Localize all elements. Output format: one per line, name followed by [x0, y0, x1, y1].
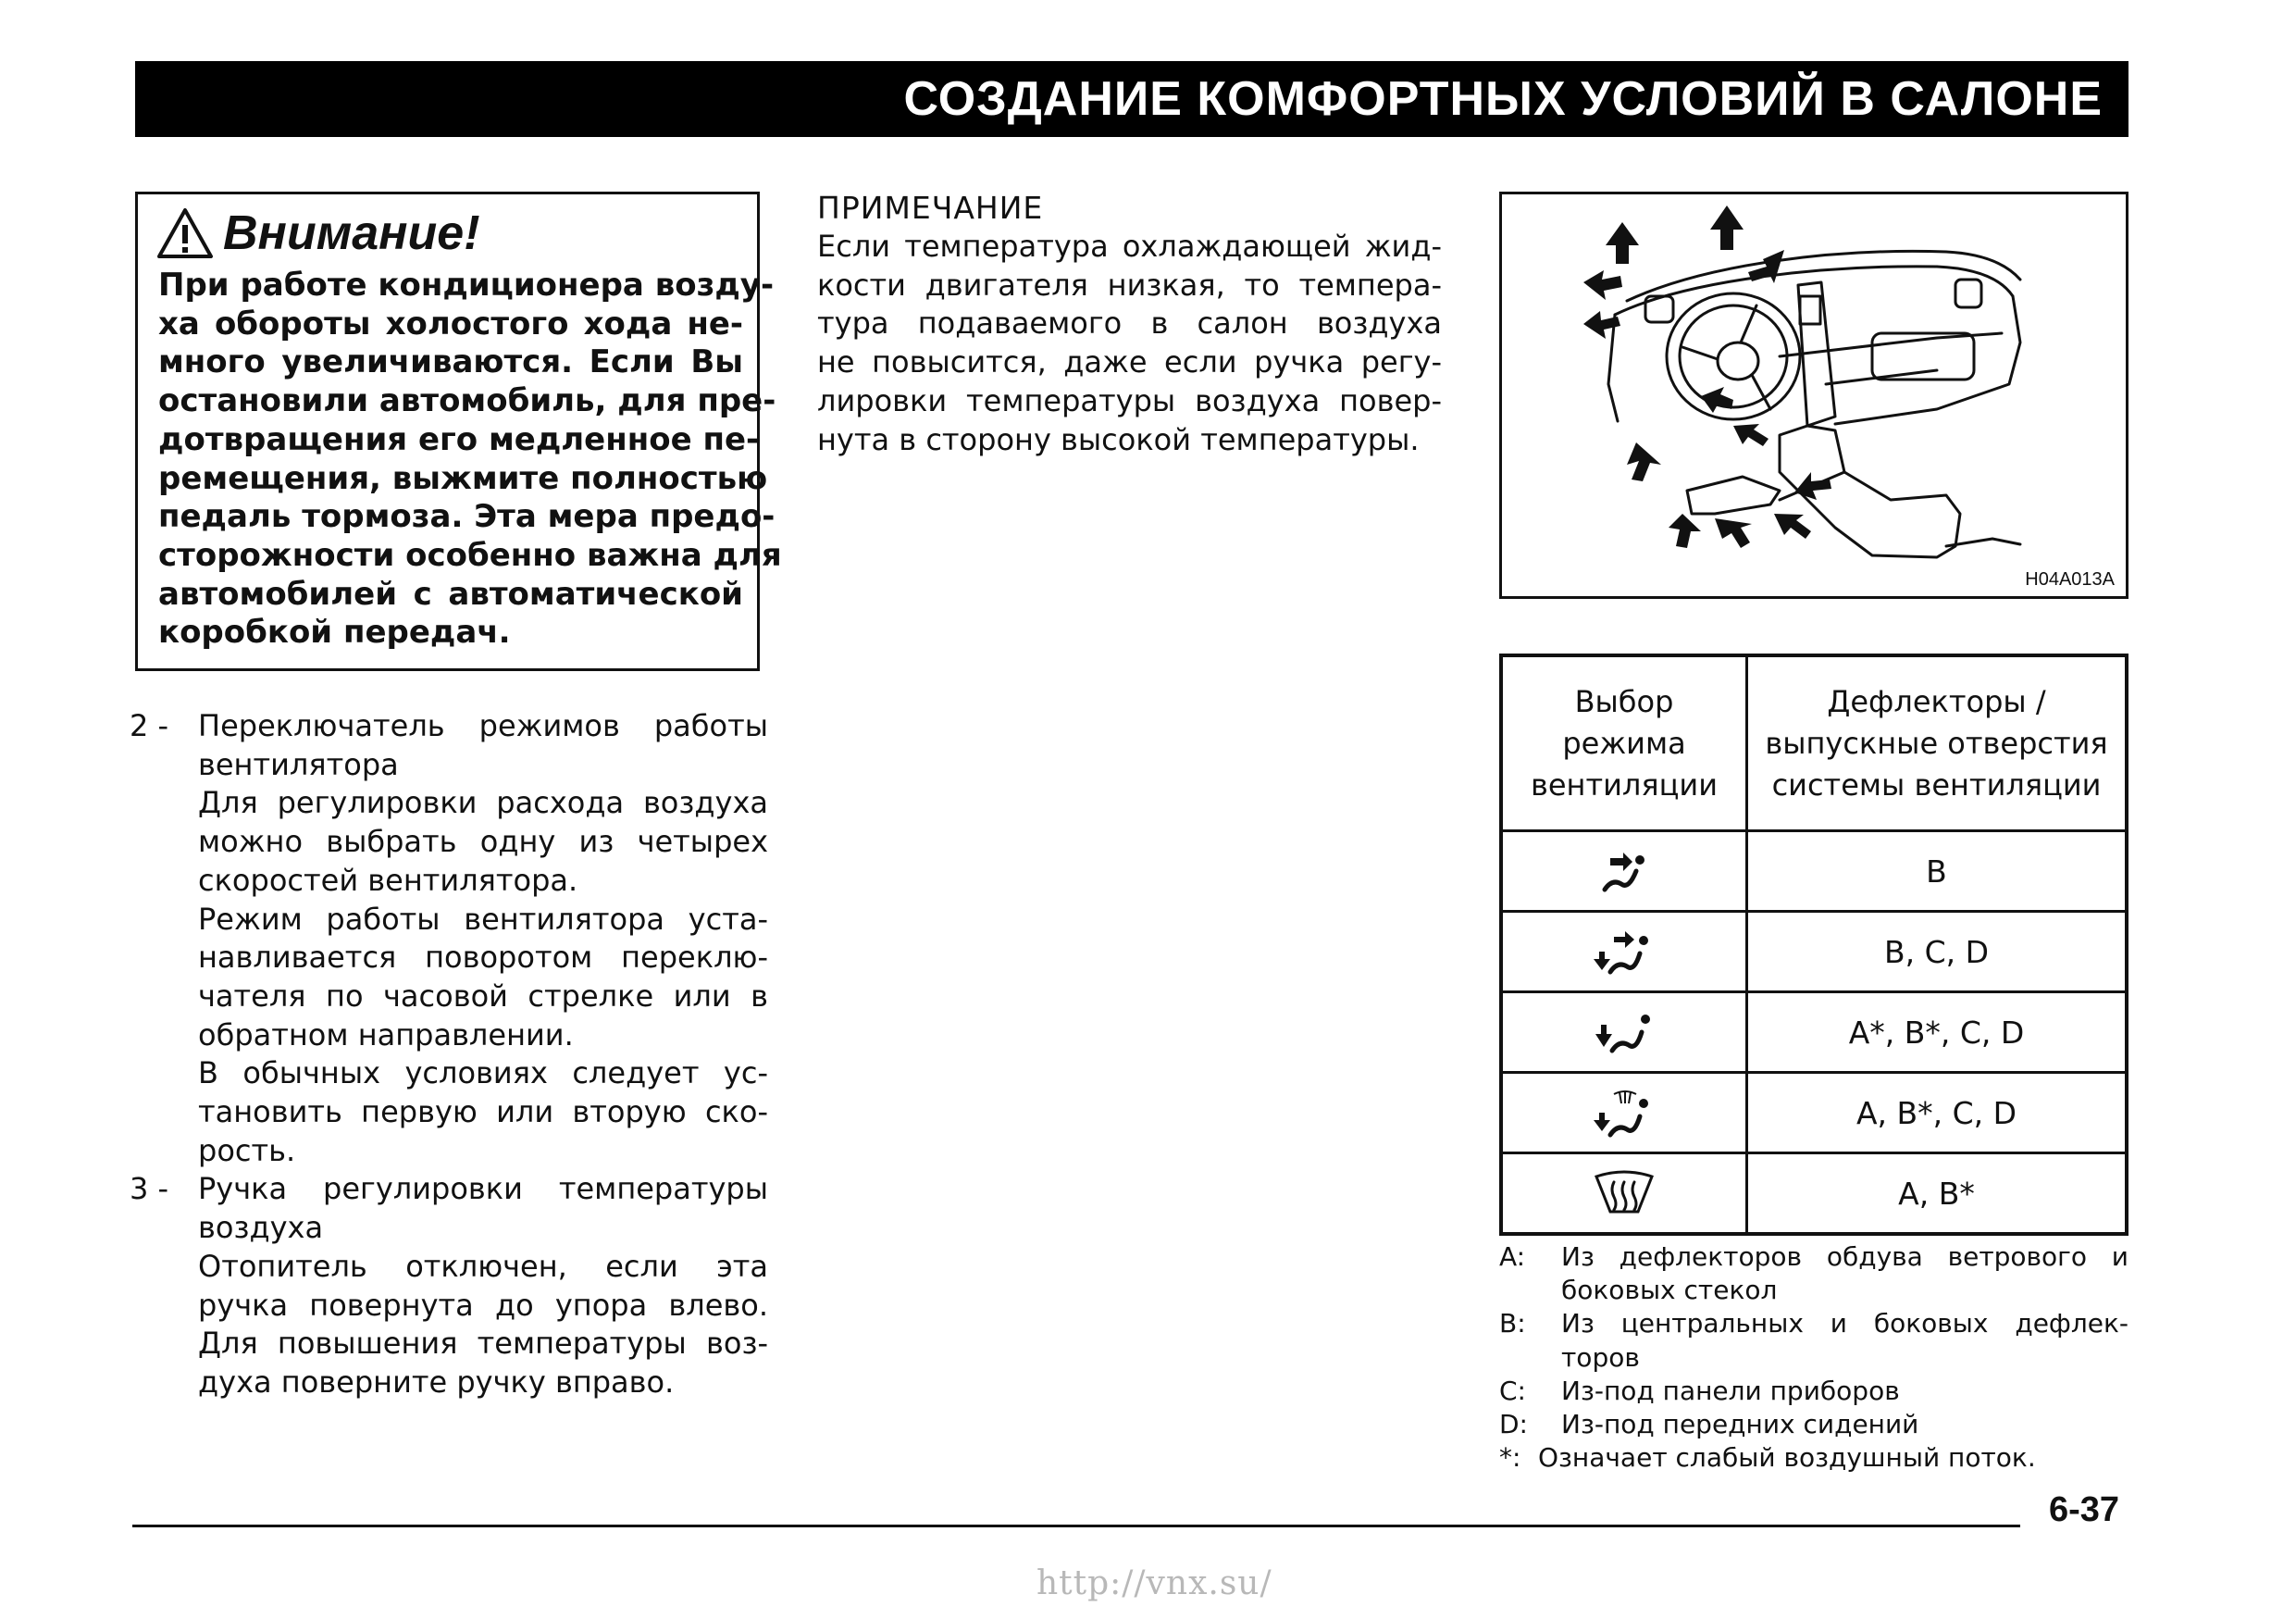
warning-title: Внимание!	[223, 206, 480, 260]
legend-key: A:	[1499, 1241, 1526, 1272]
mode-cell	[1501, 1153, 1747, 1235]
outlets-cell: A, B*	[1747, 1153, 2128, 1235]
watermark: http://vnx.su/	[1036, 1564, 1272, 1602]
face-vent-icon	[1592, 843, 1657, 899]
legend-key: D:	[1499, 1409, 1528, 1440]
warning-line: педаль тормоза. Эта мера предо-	[158, 498, 776, 536]
legend-line: торов	[1561, 1341, 1640, 1373]
bi-level-vent-icon	[1592, 924, 1657, 979]
vent-mode-table	[1499, 654, 2128, 1236]
warning-line: дотвращения его медленное пе-	[158, 420, 760, 458]
legend-item	[1499, 1441, 2128, 1475]
warning-line: сторожности особенно важна для	[158, 536, 782, 574]
outlets-cell: A*, B*, C, D	[1747, 992, 2128, 1073]
list-item-line: Для регулировки расхода воздуха	[198, 785, 768, 821]
legend-line: боковых стекол	[1561, 1275, 1778, 1306]
legend-item	[1499, 1240, 2128, 1307]
note-block	[817, 189, 1442, 460]
legend-item	[1499, 1408, 2128, 1441]
warning-text	[158, 267, 782, 653]
note-line: кости двигателя низкая, то темпера-	[817, 267, 1442, 303]
page-number: 6-37	[2049, 1490, 2120, 1529]
list-item-line: В обычных условиях следует ус-	[198, 1055, 768, 1091]
legend-item	[1499, 1375, 2128, 1408]
table-header-outlets: Дефлекторы / выпускные отверстия системы вентиляции	[1747, 655, 2128, 831]
list-item-line: ручка повернута до упора влево.	[198, 1287, 768, 1323]
table-header-row	[1501, 655, 2127, 831]
header-bar	[135, 61, 2128, 137]
legend-line: Из дефлекторов обдува ветрового и	[1561, 1241, 2128, 1272]
outlets-cell: B, C, D	[1747, 912, 2128, 992]
foot-defrost-vent-icon	[1592, 1085, 1657, 1140]
mode-cell	[1501, 831, 1747, 912]
legend-item	[1499, 1307, 2128, 1374]
foot-vent-icon	[1592, 1004, 1657, 1060]
list-item-line: рость.	[198, 1132, 296, 1168]
legend-line: Означает слабый воздушный поток.	[1538, 1442, 2036, 1474]
vent-legend	[1499, 1240, 2128, 1475]
warning-heading	[156, 205, 480, 261]
warning-line: остановили автомобиль, для пре-	[158, 382, 776, 420]
footer-rule	[132, 1525, 2020, 1527]
mode-cell	[1501, 912, 1747, 992]
warning-line: автомобилей с автоматической	[158, 575, 743, 613]
note-line: тура подаваемого в салон воздуха	[817, 305, 1442, 342]
car-interior-vents-drawing	[1502, 194, 2126, 596]
warning-line: ремещения, выжмите полностью	[158, 459, 768, 497]
list-item-temperature-knob	[130, 1170, 768, 1401]
list-item-number: 2 -	[130, 708, 169, 743]
warning-line: коробкой передач.	[158, 614, 511, 652]
table-row	[1501, 912, 2127, 992]
legend-key: B:	[1499, 1308, 1526, 1339]
warning-line: много увеличиваются. Если Вы	[158, 343, 743, 381]
list-item-line: чателя по часовой стрелке или в	[198, 978, 768, 1014]
list-item-line: Для повышения температуры воз-	[198, 1326, 768, 1362]
controls-list	[130, 707, 768, 1402]
list-item-number: 3 -	[130, 1171, 169, 1207]
list-item-line: навливается поворотом переклю-	[198, 940, 768, 976]
legend-line: Из центральных и боковых дефлек-	[1561, 1308, 2128, 1339]
dashboard-illustration	[1499, 192, 2128, 599]
note-line: лировки температуры воздуха повер-	[817, 382, 1442, 418]
list-item-line: Режим работы вентилятора уста-	[198, 901, 768, 937]
table-row	[1501, 992, 2127, 1073]
illustration-code: H04A013A	[2025, 569, 2115, 590]
legend-key: C:	[1499, 1375, 1526, 1406]
mode-cell	[1501, 1073, 1747, 1153]
note-line: не повысится, даже если ручка регу-	[817, 344, 1442, 380]
note-title: ПРИМЕЧАНИЕ	[817, 190, 1044, 226]
legend-line: Из-под панели приборов	[1561, 1375, 1900, 1406]
note-line: Если температура охлаждающей жид-	[817, 228, 1442, 264]
warning-triangle-icon	[156, 207, 214, 259]
table-row	[1501, 1073, 2127, 1153]
table-header-mode: Выбор режима вентиляции	[1501, 655, 1747, 831]
legend-line: Из-под передних сидений	[1561, 1409, 1919, 1440]
list-item-line: скоростей вентилятора.	[198, 862, 578, 898]
list-item-line: обратном направлении.	[198, 1016, 574, 1052]
outlets-cell: B	[1747, 831, 2128, 912]
warning-box	[135, 192, 782, 671]
table-row	[1501, 831, 2127, 912]
list-item-line: тановить первую или вторую ско-	[198, 1094, 768, 1130]
list-item-fan-switch	[130, 707, 768, 1170]
table-row	[1501, 1153, 2127, 1235]
page-title: СОЗДАНИЕ КОМФОРТНЫХ УСЛОВИЙ В САЛОНЕ	[903, 72, 2103, 126]
note-line: нута в сторону высокой температуры.	[817, 421, 1420, 457]
list-item-line: духа поверните ручку вправо.	[198, 1364, 675, 1400]
legend-key: *:	[1499, 1442, 1521, 1474]
warning-line: При работе кондиционера возду-	[158, 267, 775, 304]
list-item-line: Ручка регулировки температуры	[198, 1171, 768, 1207]
list-item-line: Отопитель отключен, если эта	[198, 1248, 768, 1284]
outlets-cell: A, B*, C, D	[1747, 1073, 2128, 1153]
list-item-line: Переключатель режимов работы	[198, 708, 768, 743]
list-item-line: воздуха	[198, 1210, 324, 1246]
list-item-line: вентилятора	[198, 746, 399, 782]
mode-cell	[1501, 992, 1747, 1073]
windshield-defrost-icon	[1592, 1165, 1657, 1221]
warning-line: ха обороты холостого хода не-	[158, 305, 743, 342]
list-item-line: можно выбрать одну из четырех	[198, 824, 768, 860]
